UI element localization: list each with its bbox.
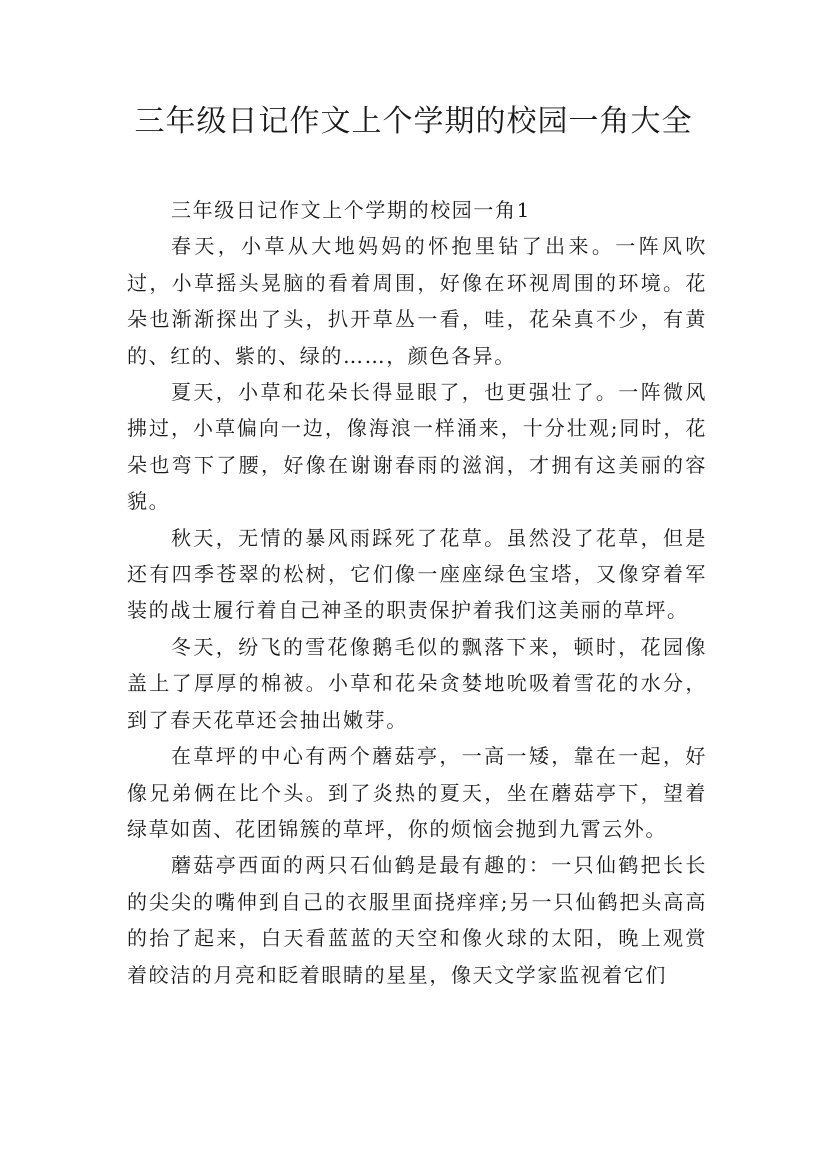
paragraph-mushroom-pavilion: 在草坪的中心有两个蘑菇亭，一高一矮，靠在一起，好像兄弟俩在比个头。到了炎热的夏天，坐在蘑菇亭下，望着绿草如茵、花团锦簇的草坪，你的烦恼会抛到九霄云外。 (127, 744, 707, 841)
paragraph-summer: 夏天，小草和花朵长得显眼了，也更强壮了。一阵微风拂过，小草偏向一边，像海浪一样涌来，十分壮观;同时，花朵也弯下了腰，好像在谢谢春雨的滋润，才拥有这美丽的容貌。 (127, 380, 707, 514)
document-title: 三年级日记作文上个学期的校园一角大全 (134, 104, 693, 139)
paragraph-spring: 春天，小草从大地妈妈的怀抱里钻了出来。一阵风吹过，小草摇头晃脑的看着周围，好像在环视周围的环境。花朵也渐渐探出了头，扒开草丛一看，哇，花朵真不少，有黄的、红的、紫的、绿的……，颜色各异。 (127, 234, 707, 368)
document-body (127, 192, 707, 993)
section-heading: 三年级日记作文上个学期的校园一角1 (171, 198, 531, 222)
paragraph-autumn: 秋天，无情的暴风雨踩死了花草。虽然没了花草，但是还有四季苍翠的松树，它们像一座座绿色宝塔，又像穿着军装的战士履行着自己神圣的职责保护着我们这美丽的草坪。 (127, 525, 707, 623)
paragraph-stone-cranes: 蘑菇亭西面的两只石仙鹤是最有趣的：一只仙鹤把长长的尖尖的嘴伸到自己的衣服里面挠痒痒;另一只仙鹤把头高高的抬了起来，白天看蓝蓝的天空和像火球的太阳，晚上观赏着皎洁的月亮和眨着眼睛的星星，像天文学家监视着它们 (127, 853, 707, 987)
paragraph-winter: 冬天，纷飞的雪花像鹅毛似的飘落下来，顿时，花园像盖上了厚厚的棉被。小草和花朵贪婪地吮吸着雪花的水分，到了春天花草还会抽出嫩芽。 (127, 634, 707, 732)
